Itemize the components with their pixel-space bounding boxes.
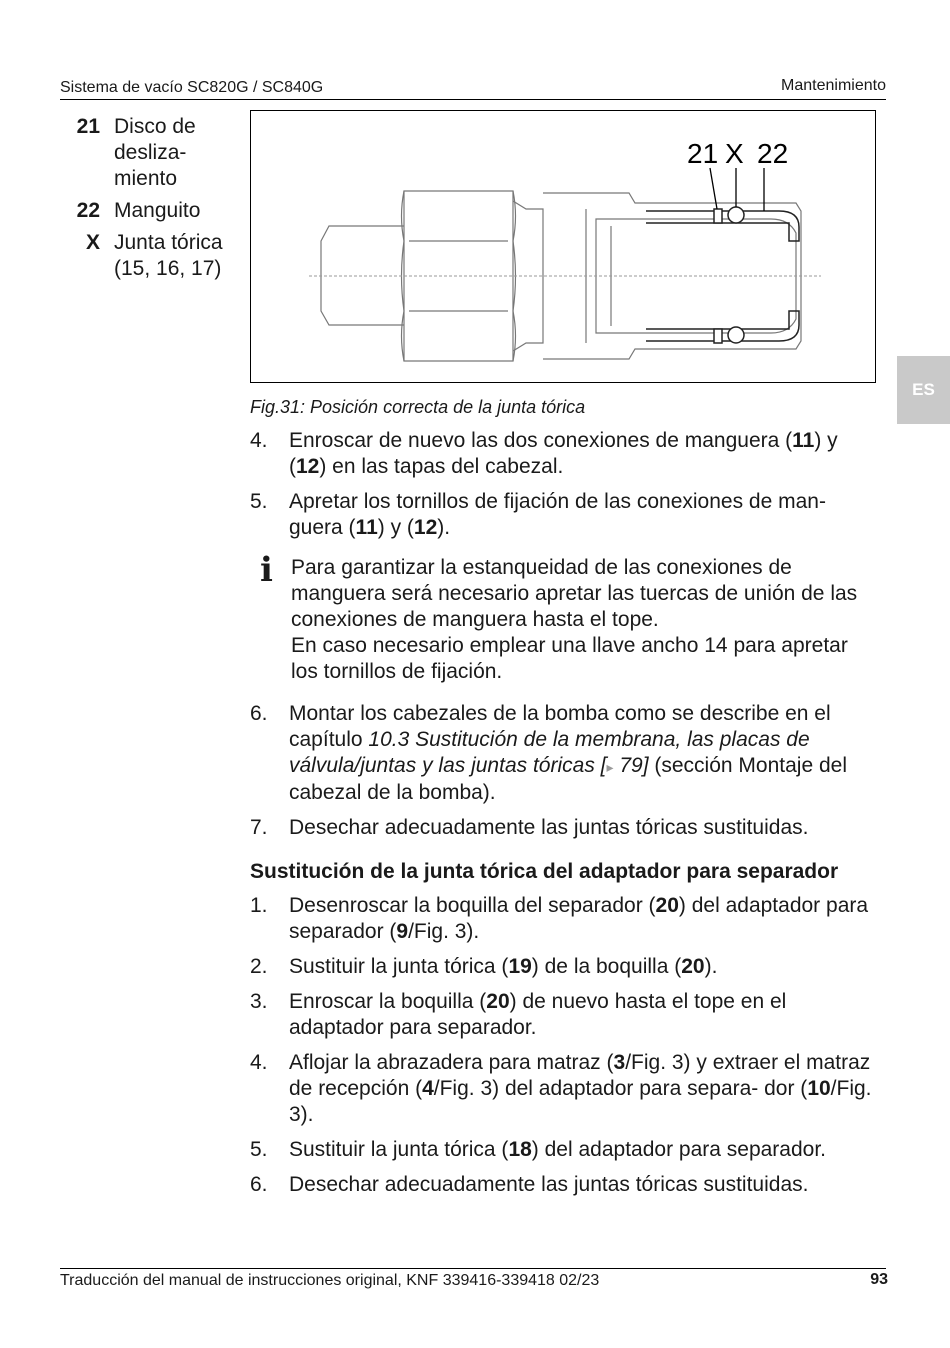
step-item: [250, 893, 880, 945]
part-number: 3: [613, 1051, 626, 1074]
part-number: 18: [508, 1138, 532, 1161]
step-number: 2.: [250, 955, 268, 978]
text-segment: ) en las tapas del cabezal.: [319, 455, 564, 478]
text-segment: ).: [704, 955, 718, 978]
sliding-disc: [714, 209, 722, 223]
callout-22: 22: [757, 138, 789, 169]
step-number: 5.: [250, 490, 268, 513]
text-segment: ) del adaptador para separador.: [531, 1138, 827, 1161]
figure-legend: [70, 114, 235, 288]
text-segment: /Fig. 3) del adaptador para separa- dor (: [433, 1077, 808, 1100]
cross-reference-arrow-icon: ▸: [606, 759, 614, 775]
step-text: [289, 1050, 880, 1128]
text-segment: ) de la boquilla (: [531, 955, 682, 978]
page-number: 93: [870, 1271, 888, 1288]
legend-key: 22: [76, 199, 100, 222]
nut-edge: [409, 241, 508, 311]
part-number: 20: [655, 894, 679, 917]
text-segment: /Fig. 3) y extraer el matraz de recepción (: [289, 1051, 871, 1100]
text-segment: Enroscar la boquilla (: [289, 990, 487, 1013]
part-number: 20: [681, 955, 705, 978]
note-paragraph: Para garantizar la estanqueidad de las conexiones de manguera será necesario apretar las tuercas de unión de las conexiones de manguera hasta el tope.: [291, 556, 858, 631]
part-number: 20: [486, 990, 510, 1013]
text-segment: ) de nuevo hasta el tope en el adaptador para separador.: [289, 990, 787, 1039]
text-segment: ) del adaptador para separador (: [289, 894, 869, 943]
part-number: 9: [396, 920, 409, 943]
step-text: [289, 489, 880, 541]
text-segment: Montar los cabezales de la bomba como se describe en el capítulo: [289, 702, 831, 751]
legend-key: X: [85, 231, 100, 254]
part-number: 19: [508, 955, 532, 978]
note-paragraph: En caso necesario emplear una llave ancho 14 para apretar los tornillos de fijación.: [291, 634, 848, 683]
step-text: [289, 428, 880, 480]
step-number: 4.: [250, 429, 268, 452]
step-number: 3.: [250, 990, 268, 1013]
cross-reference: 10.3 Sustitución de la membrana, las placas de válvula/juntas y las juntas tóricas [: [289, 728, 810, 777]
info-note: [250, 550, 880, 685]
text-segment: Desechar adecuadamente las juntas tóricas sustituidas.: [289, 816, 809, 839]
legend-key: 21: [76, 115, 100, 138]
step-text: [289, 1172, 880, 1198]
main-content: [250, 428, 880, 1207]
note-text: [291, 555, 880, 685]
text-segment: Enroscar de nuevo las dos conexiones de manguera (: [289, 429, 793, 452]
language-tab: ES: [897, 356, 950, 424]
info-icon: i: [260, 550, 273, 590]
step-number: 7.: [250, 816, 268, 839]
neck: [513, 201, 543, 351]
legend-text: Disco de desliza- miento: [114, 115, 196, 190]
text-segment: Desenroscar la boquilla del separador (: [289, 894, 656, 917]
step-item: [250, 1172, 880, 1198]
steps-list: [250, 893, 880, 1198]
part-number: 12: [413, 516, 438, 539]
text-segment: (sección Montaje del cabezal de la bomba).: [289, 754, 847, 804]
footer-text: Traducción del manual de instrucciones original, KNF 339416-339418 02/23: [60, 1272, 600, 1289]
header-rule: [60, 99, 886, 100]
step-item: [250, 1137, 880, 1163]
legend-text: Junta tórica (15, 16, 17): [114, 231, 223, 280]
steps-list: [250, 428, 880, 541]
step-item: [250, 489, 880, 541]
legend-item: [70, 230, 235, 282]
step-text: [289, 701, 880, 806]
step-text: [289, 893, 880, 945]
step-item: [250, 701, 880, 806]
text-segment: ).: [437, 516, 451, 539]
text-segment: /Fig. 3).: [408, 920, 480, 943]
part-number: 4: [422, 1077, 434, 1100]
footer-rule: [60, 1268, 886, 1269]
header-section-title: Mantenimiento: [781, 77, 886, 94]
legend-item: [70, 114, 235, 192]
step-item: [250, 428, 880, 480]
technical-drawing: [250, 110, 876, 383]
section-heading: Sustitución de la junta tórica del adaptador para separador: [250, 860, 839, 883]
step-number: 4.: [250, 1051, 268, 1074]
text-segment: ) y (: [289, 429, 838, 478]
step-number: 6.: [250, 702, 268, 725]
step-number: 5.: [250, 1138, 268, 1161]
figure-caption: Fig.31: Posición correcta de la junta tórica: [250, 397, 586, 417]
step-number: 1.: [250, 894, 268, 917]
text-segment: Sustituir la junta tórica (: [289, 1138, 509, 1161]
text-segment: Apretar los tornillos de fijación de las conexiones de man- guera (: [289, 490, 826, 539]
part-number: 10: [807, 1077, 831, 1100]
sliding-disc-lower: [714, 329, 722, 343]
part-number: 11: [792, 429, 815, 452]
text-segment: Sustituir la junta tórica (: [289, 955, 509, 978]
step-text: [289, 815, 880, 841]
o-ring-lower: [728, 327, 744, 343]
part-number: 11: [355, 516, 378, 539]
header-document-title: Sistema de vacío SC820G / SC840G: [60, 79, 324, 96]
step-item: [250, 989, 880, 1041]
step-text: [289, 954, 880, 980]
text-segment: Desechar adecuadamente las juntas tóricas sustituidas.: [289, 1173, 809, 1196]
cross-reference: 79]: [613, 754, 649, 777]
text-segment: Aflojar la abrazadera para matraz (: [289, 1051, 614, 1074]
step-item: [250, 815, 880, 841]
step-item: [250, 1050, 880, 1128]
text-segment: ) y (: [377, 516, 414, 539]
text-segment: /Fig. 3).: [289, 1077, 872, 1126]
step-text: [289, 1137, 880, 1163]
legend-text: Manguito: [114, 199, 201, 222]
callout-21: 21: [687, 138, 719, 169]
step-text: [289, 989, 880, 1041]
steps-list: [250, 701, 880, 841]
step-item: [250, 954, 880, 980]
step-number: 6.: [250, 1173, 268, 1196]
part-number: 12: [296, 455, 320, 478]
callout-x: X: [725, 138, 744, 169]
o-ring-upper: [728, 207, 744, 223]
legend-item: [70, 198, 235, 224]
